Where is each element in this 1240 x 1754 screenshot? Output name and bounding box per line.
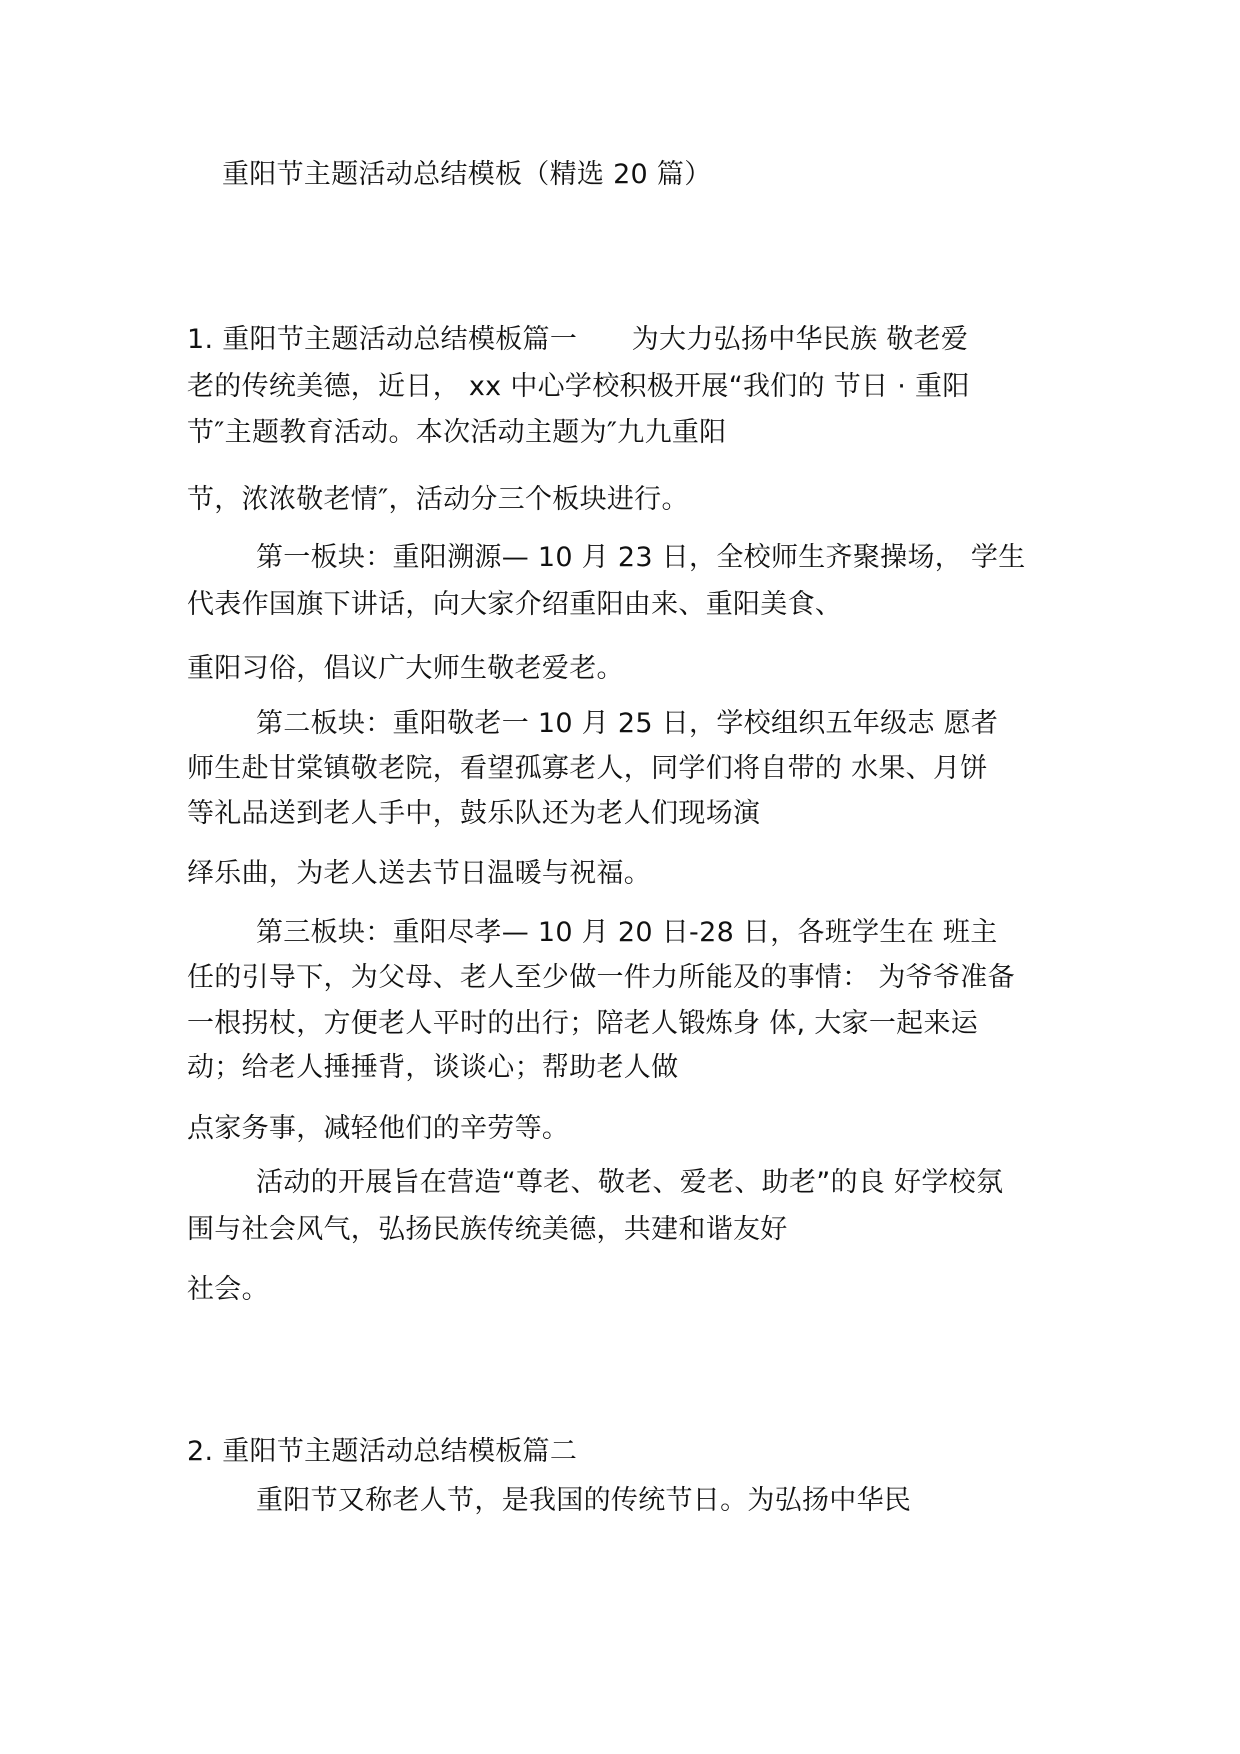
paragraph-line: 围与社会风气，弘扬民族传统美德，共建和谐友好 (187, 1214, 788, 1245)
paragraph-line: 老的传统美德，近日， xx 中心学校积极开展“我们的 节日 · 重阳 (187, 371, 970, 402)
paragraph-line: 点家务事，减轻他们的辛劳等。 (187, 1113, 570, 1144)
paragraph-line: 重阳习俗，倡议广大师生敬老爱老。 (187, 653, 624, 684)
paragraph-line: 第一板块：重阳溯源— 10 月 23 日，全校师生齐聚操场， 学生 (256, 542, 1026, 573)
paragraph-line: 任的引导下，为父母、老人至少做一件力所能及的事情： 为爷爷准备 (187, 962, 1015, 993)
section1-heading-line: 1. 重阳节主题活动总结模板篇一 为大力弘扬中华民族 敬老爱 (187, 324, 969, 355)
document-title: 重阳节主题活动总结模板（精选 20 篇） (222, 159, 712, 190)
paragraph-line: 动；给老人捶捶背，谈谈心；帮助老人做 (187, 1052, 679, 1083)
paragraph-line: 一根拐杖，方便老人平时的出行；陪老人锻炼身 体, 大家一起来运 (187, 1008, 979, 1039)
paragraph-line: 社会。 (187, 1274, 269, 1305)
paragraph-line: 节″主题教育活动。本次活动主题为″九九重阳 (187, 417, 727, 448)
paragraph-line: 等礼品送到老人手中，鼓乐队还为老人们现场演 (187, 798, 761, 829)
paragraph-line: 绎乐曲，为老人送去节日温暖与祝福。 (187, 858, 652, 889)
paragraph-line: 活动的开展旨在营造“尊老、敬老、爱老、助老”的良 好学校氛 (256, 1167, 1004, 1198)
paragraph-line: 重阳节又称老人节，是我国的传统节日。为弘扬中华民 (256, 1485, 912, 1516)
paragraph-line: 师生赴甘棠镇敬老院，看望孤寡老人，同学们将自带的 水果、月饼 (187, 753, 988, 784)
paragraph-line: 节，浓浓敬老情″，活动分三个板块进行。 (187, 484, 689, 515)
paragraph-line: 第三板块：重阳尽孝— 10 月 20 日-28 日，各班学生在 班主 (256, 917, 998, 948)
paragraph-line: 第二板块：重阳敬老一 10 月 25 日，学校组织五年级志 愿者 (256, 708, 999, 739)
paragraph-line: 代表作国旗下讲话，向大家介绍重阳由来、重阳美食、 (187, 589, 843, 620)
section2-heading: 2. 重阳节主题活动总结模板篇二 (187, 1436, 578, 1467)
